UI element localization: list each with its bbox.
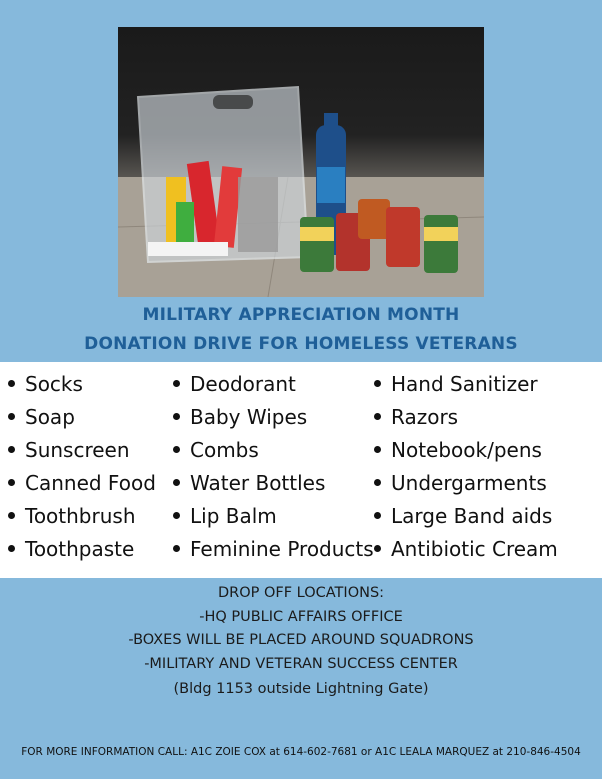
donation-items-photo (118, 27, 484, 297)
list-item: Water Bottles (173, 467, 374, 500)
dropoff-location-3: -MILITARY AND VETERAN SUCCESS CENTER (144, 656, 458, 672)
bullet-icon (374, 380, 381, 387)
dropoff-title: DROP OFF LOCATIONS: (217, 585, 385, 601)
list-item: Baby Wipes (173, 401, 374, 434)
bullet-icon (8, 512, 15, 519)
donation-items-illustration (118, 27, 484, 297)
bullet-icon (173, 479, 180, 486)
list-item: Feminine Products (173, 533, 374, 566)
list-item: Large Band aids (374, 500, 558, 533)
bullet-icon (173, 512, 180, 519)
list-item: Sunscreen (8, 434, 156, 467)
list-item: Razors (374, 401, 558, 434)
bullet-icon (173, 413, 180, 420)
list-item: Antibiotic Cream (374, 533, 558, 566)
bullet-icon (8, 380, 15, 387)
bullet-icon (8, 413, 15, 420)
contact-footer: FOR MORE INFORMATION CALL: A1C ZOIE COX at 614-602-7681 or A1C LEALA MARQUEZ at 210-846-4504 (21, 746, 581, 758)
items-column-1 (8, 368, 156, 566)
list-item: Toothpaste (8, 533, 156, 566)
bullet-icon (374, 545, 381, 552)
bullet-icon (173, 545, 180, 552)
list-item: Hand Sanitizer (374, 368, 558, 401)
bullet-icon (173, 380, 180, 387)
dropoff-location-1: -HQ PUBLIC AFFAIRS OFFICE (199, 609, 403, 625)
bullet-icon (374, 479, 381, 486)
items-column-2 (173, 368, 374, 566)
bullet-icon (374, 512, 381, 519)
bullet-icon (8, 545, 15, 552)
list-item: Soap (8, 401, 156, 434)
list-item: Socks (8, 368, 156, 401)
donation-items-list (0, 362, 602, 578)
list-item: Lip Balm (173, 500, 374, 533)
headline-line-2: DONATION DRIVE FOR HOMELESS VETERANS (84, 334, 518, 354)
list-item: Combs (173, 434, 374, 467)
bullet-icon (374, 413, 381, 420)
dropoff-location-2: -BOXES WILL BE PLACED AROUND SQUADRONS (128, 632, 474, 648)
list-item: Notebook/pens (374, 434, 558, 467)
bullet-icon (374, 446, 381, 453)
list-item: Deodorant (173, 368, 374, 401)
dropoff-location-3-note: (Bldg 1153 outside Lightning Gate) (173, 681, 429, 697)
list-item: Undergarments (374, 467, 558, 500)
bullet-icon (173, 446, 180, 453)
list-item: Canned Food (8, 467, 156, 500)
items-column-3 (374, 368, 558, 566)
bullet-icon (8, 479, 15, 486)
list-item: Toothbrush (8, 500, 156, 533)
bullet-icon (8, 446, 15, 453)
headline-line-1: MILITARY APPRECIATION MONTH (142, 305, 460, 325)
